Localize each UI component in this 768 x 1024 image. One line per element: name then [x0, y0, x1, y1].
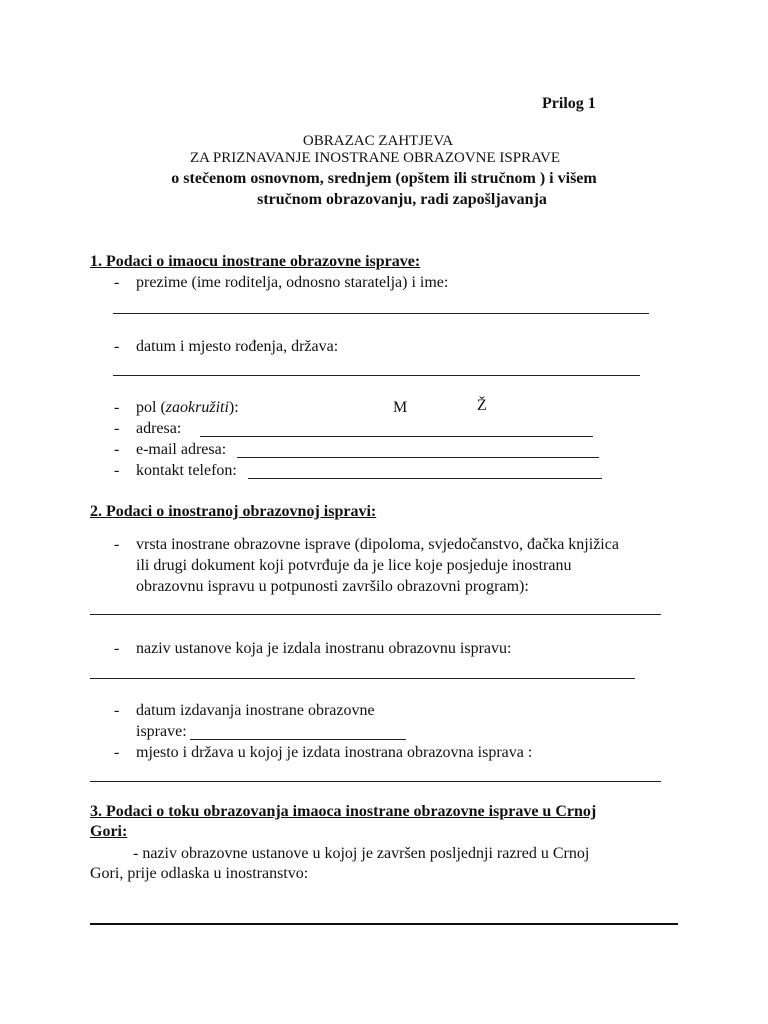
bullet-dash: -	[114, 640, 120, 657]
institution-field-line[interactable]	[90, 678, 635, 679]
bullet-dash: -	[114, 338, 120, 355]
bullet-dash: -	[114, 744, 120, 761]
last-grade-field-line[interactable]	[90, 923, 678, 925]
section2-heading: 2. Podaci o inostranoj obrazovnoj ispravi:	[90, 503, 377, 520]
section3-heading-line1: 3. Podaci o toku obrazovanja imaoca inostrane obrazovne isprave u Crnoj	[90, 803, 597, 820]
form-subtitle-line1: o stečenom osnovnom, srednjem (opštem ili stručnom ) i višem	[171, 170, 597, 187]
birth-label: datum i mjesto rođenja, država:	[136, 338, 339, 355]
sex-label: pol (zaokružiti):	[136, 399, 239, 416]
sex-option-m[interactable]: M	[393, 399, 408, 416]
doc-type-label-line2: ili drugi dokument koji potvrđuje da je lice koje posjeduje inostranu	[136, 557, 572, 574]
section1-heading: 1. Podaci o imaocu inostrane obrazovne isprave:	[90, 253, 421, 270]
surname-label: prezime (ime roditelja, odnosno staratelja) i ime:	[136, 274, 449, 291]
phone-label: kontakt telefon:	[136, 462, 237, 479]
form-subtitle-line2: stručnom obrazovanju, radi zapošljavanja	[257, 191, 547, 208]
surname-field-line[interactable]	[113, 313, 649, 314]
doc-type-label-line3: obrazovnu ispravu u potpunosti završilo obrazovni program):	[136, 578, 529, 595]
sex-option-f[interactable]: Ž	[477, 397, 487, 414]
form-title-line2: ZA PRIZNAVANJE INOSTRANE OBRAZOVNE ISPRAVE	[189, 150, 561, 166]
form-title-line1: OBRAZAC ZAHTJEVA	[302, 133, 454, 149]
annex-label: Prilog 1	[542, 95, 596, 112]
last-grade-label-line2: Gori, prije odlaska u inostranstvo:	[90, 865, 309, 882]
institution-label: naziv ustanove koja je izdala inostranu obrazovnu ispravu:	[136, 640, 512, 657]
issue-date-label-line2: isprave:	[136, 723, 187, 740]
bullet-dash: -	[114, 536, 120, 553]
phone-field-line[interactable]	[248, 478, 602, 479]
bullet-dash: -	[114, 420, 120, 437]
section3-heading-line2: Gori:	[90, 823, 128, 840]
email-field-line[interactable]	[237, 457, 599, 458]
doc-type-label-line1: vrsta inostrane obrazovne isprave (dipoloma, svjedočanstvo, đačka knjižica	[136, 536, 619, 553]
bullet-dash: -	[114, 274, 120, 291]
bullet-dash: -	[114, 441, 120, 458]
bullet-dash: -	[114, 462, 120, 479]
doc-type-field-line[interactable]	[90, 614, 661, 615]
issue-date-label-line1: datum izdavanja inostrane obrazovne	[136, 702, 375, 719]
address-field-line[interactable]	[200, 436, 593, 437]
birth-field-line[interactable]	[113, 375, 640, 376]
issue-date-field-line[interactable]	[190, 739, 406, 740]
place-label: mjesto i država u kojoj je izdata inostrana obrazovna isprava :	[136, 744, 533, 761]
last-grade-label-line1: - naziv obrazovne ustanove u kojoj je završen posljednji razred u Crnoj	[133, 845, 590, 862]
place-field-line[interactable]	[90, 781, 661, 782]
address-label: adresa:	[136, 420, 182, 437]
bullet-dash: -	[114, 399, 120, 416]
bullet-dash: -	[114, 702, 120, 719]
email-label: e-mail adresa:	[136, 441, 227, 458]
